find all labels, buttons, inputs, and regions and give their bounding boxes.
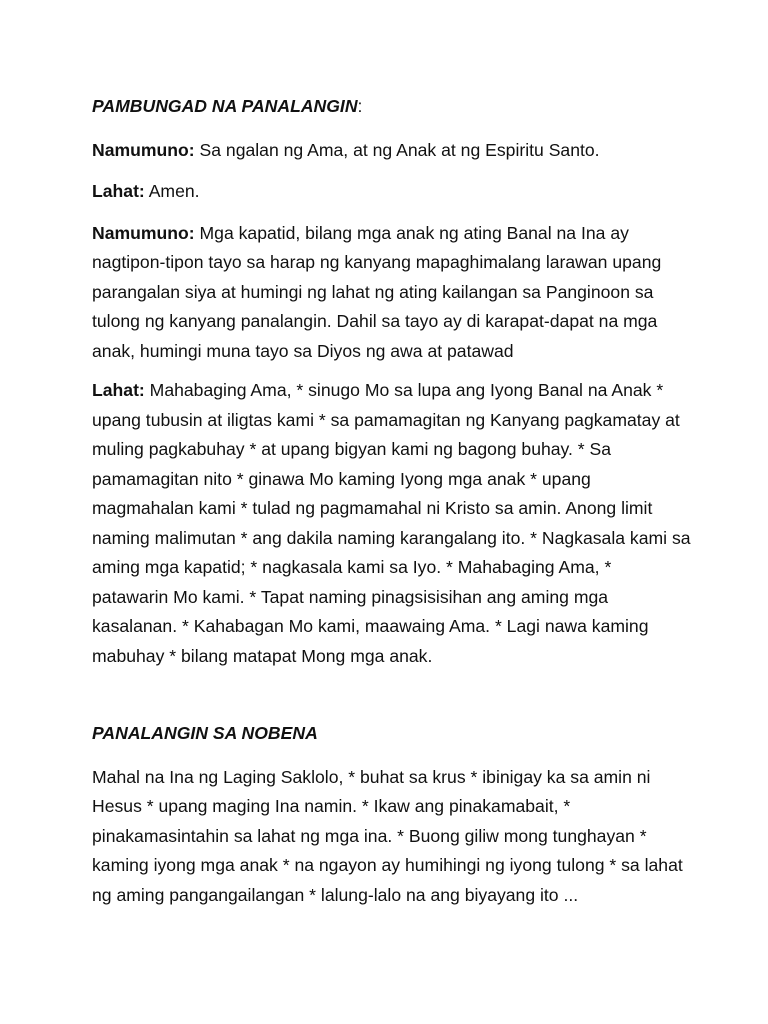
- section-title-colon: :: [357, 96, 363, 116]
- speaker-label: Lahat:: [92, 181, 145, 201]
- speaker-label: Namumuno:: [92, 222, 195, 243]
- section-title-text: PANALANGIN SA NOBENA: [92, 723, 318, 743]
- paragraph-3: [92, 219, 692, 367]
- paragraph-text: Sa ngalan ng Ama, at ng Anak at ng Espiritu Santo.: [194, 139, 600, 160]
- paragraph-nobena: Mahal na Ina ng Laging Saklolo, * buhat sa krus * ibinigay ka sa amin ni Hesus * upang maging Ina namin. * Ikaw ang pinakamabait, * pinakamasintahin sa lahat ng mga ina. * Buong giliw mong tunghayan * kaming iyong mga anak * na ngayon ay humihingi ng iyong tulong * sa lahat ng aming pangangailangan * lalung-lalo na ang biyayang ito ...: [92, 766, 683, 905]
- document-page: [92, 92, 692, 920]
- speaker-label: Namumuno:: [92, 139, 195, 160]
- section-title-nobena: [92, 719, 692, 749]
- paragraph-2: [92, 177, 692, 207]
- section-title-text: PAMBUNGAD NA PANALANGIN: [92, 96, 358, 116]
- paragraph-text: Mahabaging Ama, * sinugo Mo sa lupa ang Iyong Banal na Anak * upang tubusin at iligtas kami * sa pamamagitan ng Kanyang pagkamatay at muling pagkabuhay * at upang bigyan kami ng bagong buhay. * Sa pamamagitan nito * ginawa Mo kaming Iyong mga anak * upang magmahalan kami * tulad ng pagmamahal ni Kristo sa amin. Anong limit naming malimutan * ang dakila naming karangalang ito. * Nagkasala kami sa aming mga kapatid; * nagkasala kami sa Iyo. * Mahabaging Ama, * patawarin Mo kami. * Tapat naming pinagsisisihan ang aming mga kasalanan. * Kahabagan Mo kami, maawaing Ama. * Lagi nawa kaming mabuhay * bilang matapat Mong mga anak.: [92, 380, 691, 666]
- section-title-pambungad: [92, 92, 692, 122]
- paragraph-text: Mga kapatid, bilang mga anak ng ating Banal na Ina ay nagtipon-tipon tayo sa harap ng kanyang mapaghimalang larawan upang parangalan siya at humingi ng lahat ng ating kailangan sa Panginoon sa tulong ng kanyang panalangin. Dahil sa tayo ay di karapat-dapat na mga anak, humingi muna tayo sa Diyos ng awa at patawad: [92, 222, 662, 361]
- speaker-label: Lahat:: [92, 380, 145, 400]
- paragraph-text: Amen.: [144, 181, 200, 201]
- section-spacer: [92, 681, 692, 719]
- paragraph-1: [92, 136, 692, 166]
- paragraph-4: [92, 376, 692, 671]
